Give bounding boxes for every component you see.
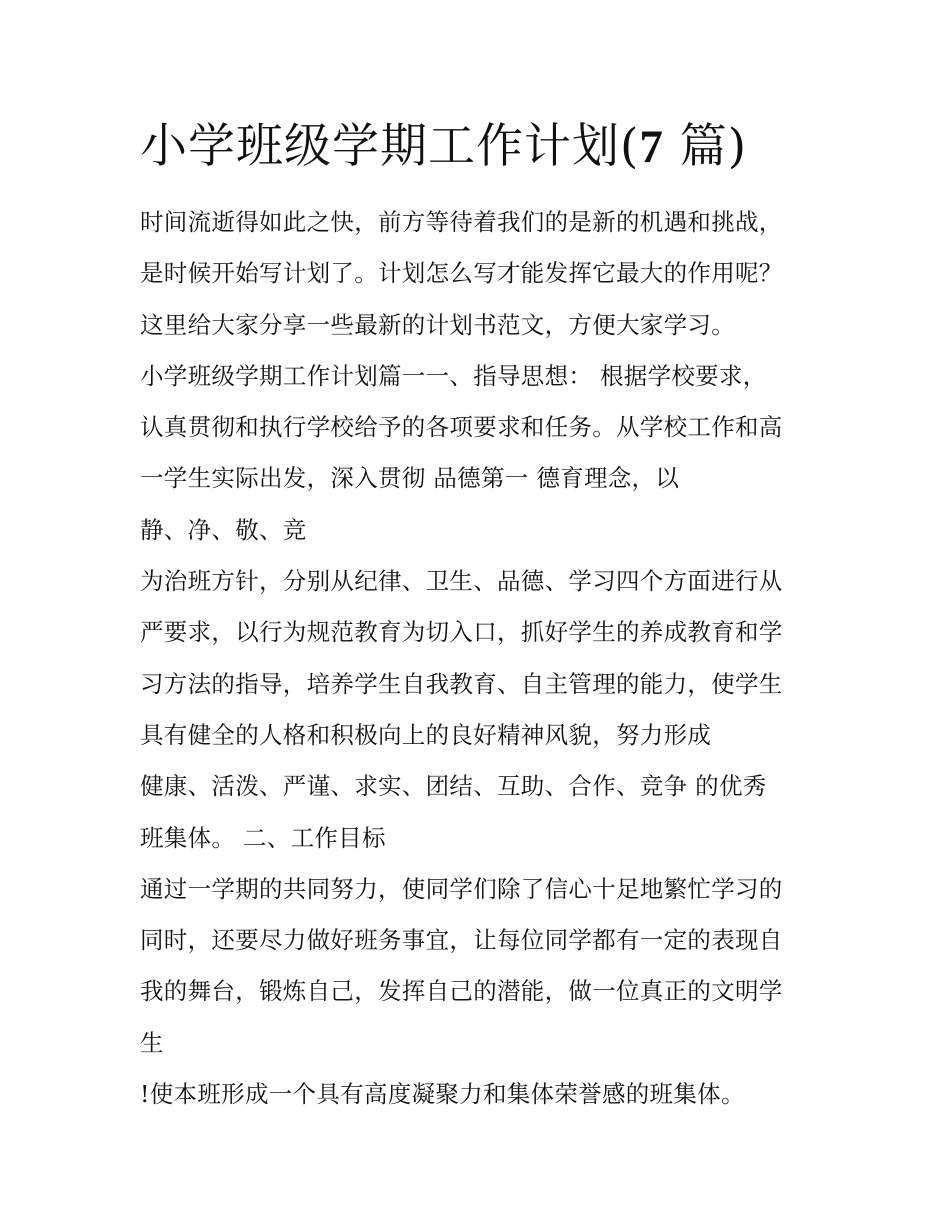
document-title (140, 112, 747, 182)
body-line: 具有健全的人格和积极向上的良好精神风貌，努力形成 (140, 720, 712, 749)
document-body (140, 197, 840, 1120)
body-line: 班集体。 二、工作目标 (140, 823, 386, 852)
title-count-number: 7 (639, 121, 664, 173)
body-line: 通过一学期的共同努力，使同学们除了信心十足地繁忙学习的 (140, 874, 783, 903)
body-line: 静、净、敬、竞 (140, 515, 307, 544)
body-line: 一学生实际出发，深入贯彻 品德第一 德育理念，以 (140, 464, 680, 493)
title-tail-text: 篇) (663, 119, 748, 174)
body-line: 健康、活泼、严谨、求实、团结、互助、合作、竞争 的优秀 (140, 772, 767, 801)
body-line: 是时候开始写计划了。计划怎么写才能发挥它最大的作用呢？ (140, 259, 783, 288)
body-line: 时间流逝得如此之快，前方等待着我们的是新的机遇和挑战， (140, 208, 783, 236)
body-line: !使本班形成一个具有高度凝聚力和集体荣誉感的班集体。 (140, 1080, 745, 1109)
body-line: 生 (140, 1028, 164, 1057)
body-line: 我的舞台，锻炼自己，发挥自己的潜能，做一位真正的文明学 (140, 977, 783, 1006)
body-line: 习方法的指导，培养学生自我教育、自主管理的能力，使学生 (140, 669, 783, 698)
body-line: 为治班方针，分别从纪律、卫生、品德、学习四个方面进行从 (140, 567, 783, 596)
body-line: 小学班级学期工作计划篇一一、指导思想： 根据学校要求， (140, 361, 767, 390)
body-line: 认真贯彻和执行学校给予的各项要求和任务。从学校工作和高 (140, 413, 783, 442)
body-line: 严要求，以行为规范教育为切入口，抓好学生的养成教育和学 (140, 618, 783, 647)
body-line: 同时，还要尽力做好班务事宜，让每位同学都有一定的表现自 (140, 926, 783, 955)
body-line: 这里给大家分享一些最新的计划书范文，方便大家学习。 (140, 310, 735, 339)
title-main-text: 小学班级学期工作计划( (140, 119, 640, 174)
